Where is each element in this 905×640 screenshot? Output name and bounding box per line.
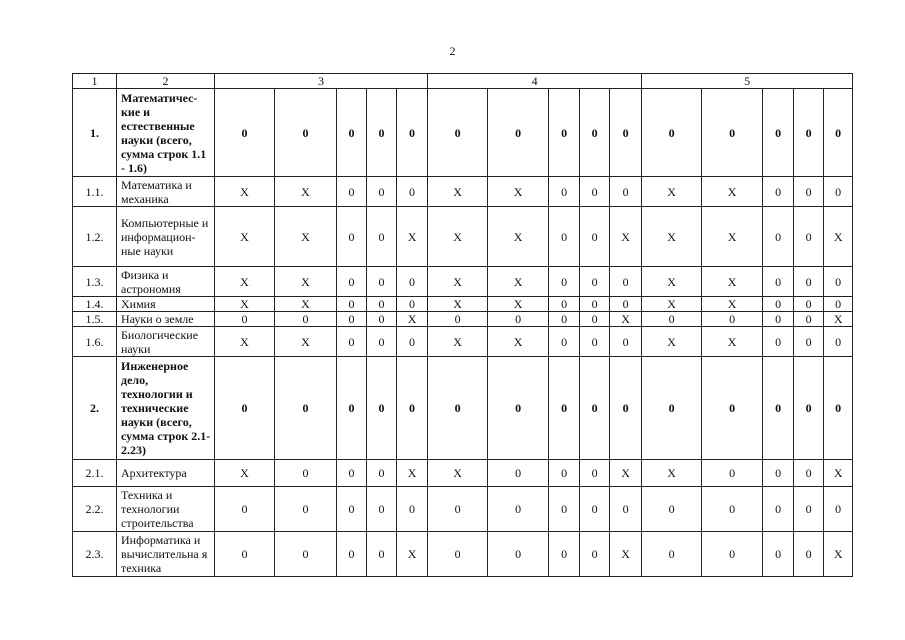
table-cell: 0 bbox=[794, 267, 824, 297]
table-cell: 0 bbox=[337, 177, 367, 207]
table-cell: 0 bbox=[763, 487, 794, 532]
table-cell: X bbox=[215, 460, 275, 487]
row-name: Математика и механика bbox=[117, 177, 215, 207]
table-cell: 0 bbox=[580, 487, 610, 532]
table-cell: X bbox=[488, 267, 549, 297]
table-cell: X bbox=[702, 177, 763, 207]
table-cell: 0 bbox=[488, 89, 549, 177]
table-cell: 0 bbox=[702, 312, 763, 327]
table-cell: 0 bbox=[580, 207, 610, 267]
table-cell: 0 bbox=[702, 357, 763, 460]
table-cell: 0 bbox=[337, 267, 367, 297]
table-cell: 0 bbox=[397, 327, 428, 357]
table-cell: X bbox=[488, 207, 549, 267]
table-cell: 0 bbox=[763, 207, 794, 267]
table-cell: 0 bbox=[610, 177, 642, 207]
table-cell: 0 bbox=[824, 487, 853, 532]
table-cell: 0 bbox=[275, 357, 337, 460]
data-table bbox=[72, 73, 853, 577]
table-cell: 0 bbox=[488, 357, 549, 460]
row-name: Науки о земле bbox=[117, 312, 215, 327]
table-cell: 0 bbox=[397, 297, 428, 312]
table-cell: 0 bbox=[702, 532, 763, 577]
table-cell: 0 bbox=[275, 487, 337, 532]
row-number: 1.3. bbox=[73, 267, 117, 297]
table-cell: 0 bbox=[397, 89, 428, 177]
table-cell: X bbox=[215, 207, 275, 267]
table-cell: X bbox=[215, 267, 275, 297]
table-cell: 0 bbox=[763, 177, 794, 207]
table-cell: X bbox=[428, 177, 488, 207]
table-cell: 0 bbox=[702, 460, 763, 487]
table-cell: 0 bbox=[549, 207, 580, 267]
row-name: Архитектура bbox=[117, 460, 215, 487]
table-cell: 0 bbox=[794, 357, 824, 460]
table-cell: X bbox=[642, 267, 702, 297]
table-cell: X bbox=[428, 460, 488, 487]
table-cell: 0 bbox=[215, 89, 275, 177]
table-row bbox=[73, 312, 853, 327]
table-cell: X bbox=[610, 532, 642, 577]
table-cell: X bbox=[610, 460, 642, 487]
table-cell: X bbox=[610, 207, 642, 267]
table-cell: X bbox=[642, 177, 702, 207]
table-cell: X bbox=[215, 327, 275, 357]
table-cell: 0 bbox=[337, 357, 367, 460]
table-cell: 0 bbox=[215, 487, 275, 532]
row-number: 1.6. bbox=[73, 327, 117, 357]
table-cell: 0 bbox=[397, 177, 428, 207]
table-cell: 0 bbox=[337, 89, 367, 177]
table-cell: 0 bbox=[702, 487, 763, 532]
table-cell: 0 bbox=[275, 532, 337, 577]
header-cell: 2 bbox=[117, 74, 215, 89]
table-cell: 0 bbox=[580, 89, 610, 177]
row-number: 1.1. bbox=[73, 177, 117, 207]
table-row bbox=[73, 267, 853, 297]
table-cell: 0 bbox=[580, 532, 610, 577]
table-cell: X bbox=[824, 460, 853, 487]
table-cell: X bbox=[215, 177, 275, 207]
table-cell: X bbox=[397, 532, 428, 577]
table-cell: X bbox=[642, 297, 702, 312]
row-number: 2.1. bbox=[73, 460, 117, 487]
table-cell: 0 bbox=[367, 487, 397, 532]
row-number: 2. bbox=[73, 357, 117, 460]
table-cell: 0 bbox=[794, 297, 824, 312]
table-cell: X bbox=[824, 532, 853, 577]
table-cell: 0 bbox=[549, 177, 580, 207]
row-number: 1.2. bbox=[73, 207, 117, 267]
table-cell: 0 bbox=[215, 532, 275, 577]
header-cell: 1 bbox=[73, 74, 117, 89]
table-cell: 0 bbox=[549, 487, 580, 532]
table-cell: 0 bbox=[549, 312, 580, 327]
table-cell: 0 bbox=[488, 532, 549, 577]
table-row bbox=[73, 297, 853, 312]
table-cell: X bbox=[702, 297, 763, 312]
table-cell: 0 bbox=[367, 532, 397, 577]
table-cell: 0 bbox=[367, 267, 397, 297]
table-cell: 0 bbox=[794, 487, 824, 532]
table-cell: 0 bbox=[337, 207, 367, 267]
table-cell: 0 bbox=[763, 89, 794, 177]
table-cell: 0 bbox=[488, 487, 549, 532]
table-cell: 0 bbox=[275, 312, 337, 327]
table-cell: 0 bbox=[580, 297, 610, 312]
table-cell: X bbox=[428, 327, 488, 357]
table-cell: 0 bbox=[428, 89, 488, 177]
table-cell: X bbox=[275, 297, 337, 312]
table-cell: X bbox=[702, 207, 763, 267]
table-cell: 0 bbox=[794, 312, 824, 327]
table-cell: 0 bbox=[763, 312, 794, 327]
table-cell: 0 bbox=[367, 207, 397, 267]
table-cell: 0 bbox=[763, 327, 794, 357]
table-cell: X bbox=[642, 460, 702, 487]
table-cell: 0 bbox=[428, 312, 488, 327]
table-cell: 0 bbox=[337, 312, 367, 327]
table-cell: X bbox=[488, 327, 549, 357]
table-cell: 0 bbox=[580, 460, 610, 487]
table-cell: X bbox=[824, 312, 853, 327]
header-cell: 4 bbox=[428, 74, 642, 89]
table-cell: X bbox=[397, 207, 428, 267]
table-cell: 0 bbox=[642, 89, 702, 177]
page-number: 2 bbox=[449, 44, 456, 58]
table-cell: 0 bbox=[367, 357, 397, 460]
table-cell: 0 bbox=[610, 327, 642, 357]
table-cell: X bbox=[702, 267, 763, 297]
row-number: 1. bbox=[73, 89, 117, 177]
table-cell: 0 bbox=[367, 460, 397, 487]
table-row bbox=[73, 327, 853, 357]
table-cell: 0 bbox=[642, 532, 702, 577]
table-cell: X bbox=[428, 297, 488, 312]
table-cell: 0 bbox=[763, 460, 794, 487]
table-cell: 0 bbox=[642, 357, 702, 460]
row-name: Химия bbox=[117, 297, 215, 312]
header-cell: 5 bbox=[642, 74, 853, 89]
table-cell: 0 bbox=[549, 460, 580, 487]
table-cell: 0 bbox=[763, 357, 794, 460]
table-cell: 0 bbox=[549, 297, 580, 312]
table-cell: 0 bbox=[488, 312, 549, 327]
row-number: 2.3. bbox=[73, 532, 117, 577]
table-cell: 0 bbox=[428, 487, 488, 532]
table-row bbox=[73, 460, 853, 487]
table-row bbox=[73, 532, 853, 577]
row-name: Инженерное дело, технологии и технические науки (всего, сумма строк 2.1- 2.23) bbox=[117, 357, 215, 460]
table-cell: X bbox=[275, 207, 337, 267]
table-cell: X bbox=[397, 460, 428, 487]
table-cell: 0 bbox=[397, 267, 428, 297]
table-cell: 0 bbox=[763, 297, 794, 312]
table-cell: 0 bbox=[397, 487, 428, 532]
row-name: Математичес- кие и естественные науки (всего, сумма строк 1.1 - 1.6) bbox=[117, 89, 215, 177]
row-name: Биологические науки bbox=[117, 327, 215, 357]
table-cell: 0 bbox=[337, 487, 367, 532]
table-cell: 0 bbox=[610, 89, 642, 177]
table-cell: 0 bbox=[580, 312, 610, 327]
table-cell: 0 bbox=[702, 89, 763, 177]
row-number: 1.4. bbox=[73, 297, 117, 312]
table-cell: 0 bbox=[580, 357, 610, 460]
table-cell: 0 bbox=[794, 460, 824, 487]
table-cell: X bbox=[428, 267, 488, 297]
table-cell: X bbox=[275, 327, 337, 357]
row-number: 2.2. bbox=[73, 487, 117, 532]
table-cell: 0 bbox=[275, 89, 337, 177]
table-cell: 0 bbox=[824, 297, 853, 312]
table-cell: X bbox=[397, 312, 428, 327]
table-cell: X bbox=[428, 207, 488, 267]
table-cell: 0 bbox=[549, 327, 580, 357]
header-cell: 3 bbox=[215, 74, 428, 89]
table-cell: 0 bbox=[824, 327, 853, 357]
table-row bbox=[73, 487, 853, 532]
table-cell: 0 bbox=[824, 267, 853, 297]
table-cell: 0 bbox=[549, 532, 580, 577]
row-number: 1.5. bbox=[73, 312, 117, 327]
table-cell: X bbox=[275, 177, 337, 207]
table-cell: 0 bbox=[275, 460, 337, 487]
table-cell: 0 bbox=[610, 357, 642, 460]
table-cell: X bbox=[824, 207, 853, 267]
table-cell: 0 bbox=[367, 89, 397, 177]
table-cell: 0 bbox=[367, 177, 397, 207]
table-cell: 0 bbox=[794, 327, 824, 357]
table-cell: 0 bbox=[367, 327, 397, 357]
table-cell: 0 bbox=[824, 177, 853, 207]
table-cell: 0 bbox=[337, 460, 367, 487]
table-cell: X bbox=[488, 177, 549, 207]
header-row bbox=[73, 74, 853, 89]
table-cell: 0 bbox=[428, 357, 488, 460]
table-cell: X bbox=[642, 327, 702, 357]
table-cell: 0 bbox=[428, 532, 488, 577]
table-cell: 0 bbox=[794, 532, 824, 577]
table-cell: 0 bbox=[642, 487, 702, 532]
table-cell: 0 bbox=[794, 177, 824, 207]
row-name: Компьютерные и информацион- ные науки bbox=[117, 207, 215, 267]
table-cell: 0 bbox=[549, 357, 580, 460]
table-cell: 0 bbox=[642, 312, 702, 327]
table-cell: 0 bbox=[610, 267, 642, 297]
table-cell: 0 bbox=[794, 207, 824, 267]
table-cell: 0 bbox=[580, 327, 610, 357]
table-cell: 0 bbox=[580, 177, 610, 207]
table-row bbox=[73, 89, 853, 177]
row-name: Физика и астрономия bbox=[117, 267, 215, 297]
table-cell: 0 bbox=[794, 89, 824, 177]
table-cell: X bbox=[275, 267, 337, 297]
table-cell: 0 bbox=[824, 89, 853, 177]
table-cell: 0 bbox=[580, 267, 610, 297]
table-cell: 0 bbox=[610, 487, 642, 532]
table-row bbox=[73, 177, 853, 207]
table-cell: X bbox=[215, 297, 275, 312]
table-cell: 0 bbox=[763, 532, 794, 577]
table-cell: 0 bbox=[824, 357, 853, 460]
table-cell: 0 bbox=[488, 460, 549, 487]
row-name: Техника и технологии строительства bbox=[117, 487, 215, 532]
table-cell: X bbox=[610, 312, 642, 327]
table-cell: 0 bbox=[549, 267, 580, 297]
table-cell: 0 bbox=[763, 267, 794, 297]
table-cell: 0 bbox=[397, 357, 428, 460]
table-row bbox=[73, 207, 853, 267]
table-cell: 0 bbox=[337, 327, 367, 357]
table-cell: 0 bbox=[367, 312, 397, 327]
table-cell: 0 bbox=[367, 297, 397, 312]
row-name: Информатика и вычислительна я техника bbox=[117, 532, 215, 577]
table-row bbox=[73, 357, 853, 460]
table-cell: X bbox=[702, 327, 763, 357]
table-cell: 0 bbox=[337, 532, 367, 577]
table-cell: X bbox=[642, 207, 702, 267]
table-cell: X bbox=[488, 297, 549, 312]
table-cell: 0 bbox=[549, 89, 580, 177]
table-cell: 0 bbox=[215, 357, 275, 460]
table-cell: 0 bbox=[610, 297, 642, 312]
table-cell: 0 bbox=[215, 312, 275, 327]
table-cell: 0 bbox=[337, 297, 367, 312]
